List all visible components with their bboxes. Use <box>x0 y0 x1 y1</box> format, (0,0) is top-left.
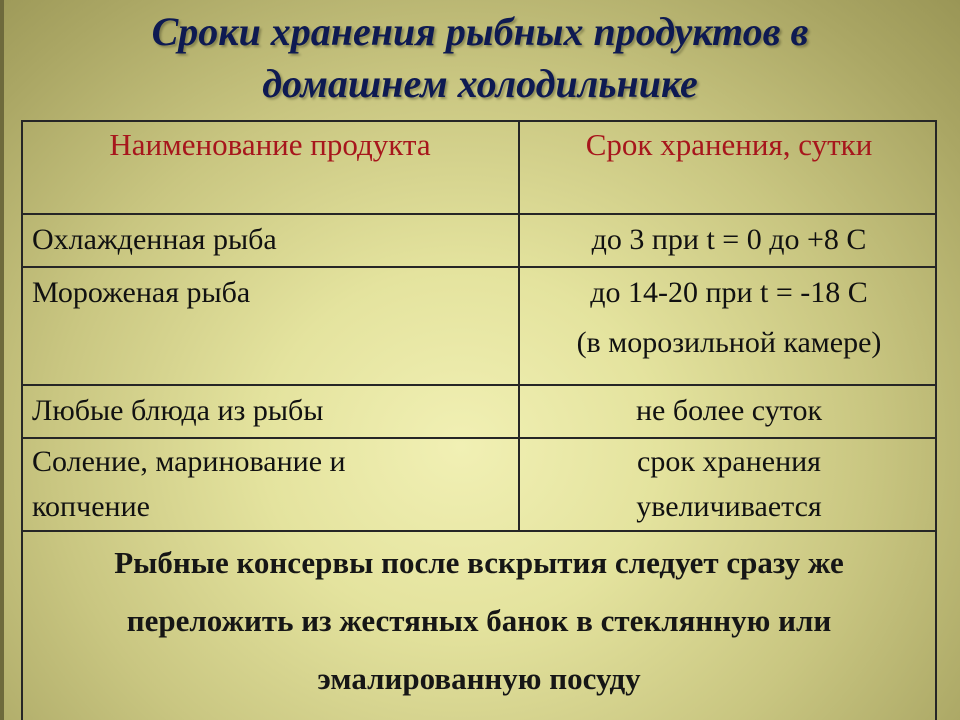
footer-line-1: Рыбные консервы после вскрытия следует сразу же <box>114 545 844 580</box>
table-footer-note <box>21 534 937 708</box>
table-cell-product: Охлажденная рыба <box>32 223 277 256</box>
slide-title-line-2: домашнем холодильнике <box>262 61 698 106</box>
table-cell-product: Соление, маринование и <box>32 445 346 478</box>
table-column-divider <box>518 120 520 532</box>
slide-title <box>0 6 960 110</box>
column-header-product: Наименование продукта <box>109 127 431 162</box>
table-cell-product: Любые блюда из рыбы <box>32 394 324 427</box>
table-cell-storage-cont: увеличивается <box>636 490 822 523</box>
table-cell-storage-note: (в морозильной камере) <box>576 326 882 359</box>
slide-title-line-1: Сроки хранения рыбных продуктов в <box>151 9 809 54</box>
table-cell-storage: до 3 при t = 0 до +8 C <box>591 223 867 256</box>
table-cell-storage: не более суток <box>635 394 823 427</box>
table-cell-storage: до 14-20 при t = -18 C <box>590 276 868 309</box>
table-cell-storage: срок хранения <box>637 445 821 478</box>
table-cell-product: Мороженая рыба <box>32 276 251 309</box>
footer-line-2: переложить из жестяных банок в стеклянную или <box>126 603 832 638</box>
table-cell-product-cont: копчение <box>32 490 150 523</box>
column-header-storage: Срок хранения, сутки <box>585 127 873 162</box>
storage-table <box>21 120 937 720</box>
footer-line-3: эмалированную посуду <box>317 661 641 696</box>
